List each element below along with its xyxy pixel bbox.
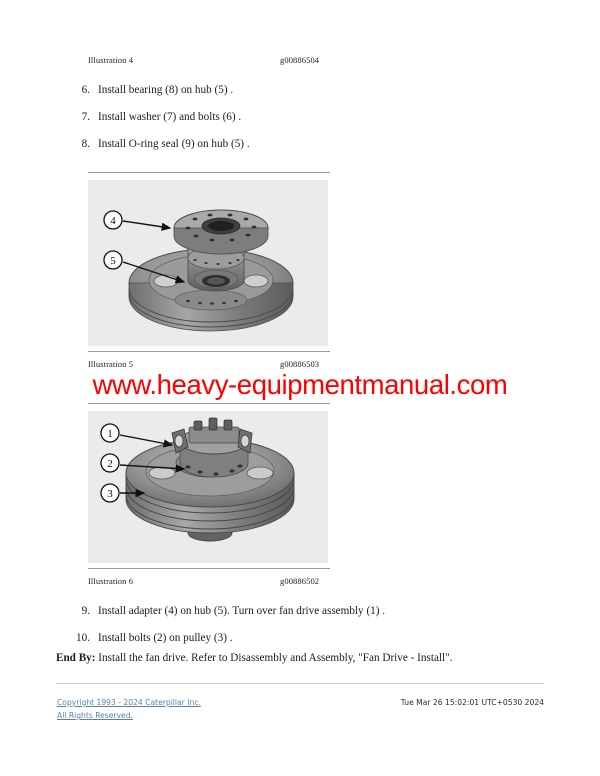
step-item	[68, 137, 528, 151]
footer-divider	[56, 683, 544, 684]
step-item	[68, 604, 528, 618]
footer-timestamp: Tue Mar 26 15:02:01 UTC+0530 2024	[400, 698, 544, 707]
svg-text:4: 4	[110, 215, 116, 227]
figure-bottom-rule	[88, 568, 330, 569]
site-watermark: www.heavy-equipmentmanual.com	[92, 369, 508, 400]
figure-caption-code: g00886503	[280, 359, 320, 369]
figure-caption-label: Illustration 4	[88, 55, 134, 65]
step-number: 6.	[81, 84, 90, 96]
step-item	[68, 110, 528, 124]
end-by-label: End By:	[56, 652, 96, 664]
figure-caption-label: Illustration 5	[88, 359, 134, 369]
figure-caption-label: Illustration 6	[88, 576, 134, 586]
step-text: Install bearing (8) on hub (5) .	[98, 84, 234, 96]
step-text: Install bolts (2) on pulley (3) .	[98, 632, 233, 644]
figure-bottom-rule	[88, 351, 330, 352]
end-by-text: Install the fan drive. Refer to Disassembly and Assembly, "Fan Drive - Install".	[95, 652, 453, 664]
figure-caption-6	[88, 576, 500, 586]
step-number: 7.	[81, 111, 90, 123]
svg-text:2: 2	[107, 458, 113, 470]
figure-fan-drive-assembly-pulley	[88, 411, 328, 563]
svg-text:3: 3	[107, 488, 113, 500]
step-item	[68, 83, 528, 97]
step-text: Install adapter (4) on hub (5). Turn over fan drive assembly (1) .	[98, 605, 386, 617]
step-number: 10.	[76, 632, 90, 644]
copyright-link[interactable]: Copyright 1993 - 2024 Caterpillar Inc.	[57, 698, 201, 707]
step-text: Install washer (7) and bolts (6) .	[98, 111, 242, 123]
rights-reserved-link[interactable]: All Rights Reserved.	[57, 711, 133, 720]
figure-top-rule	[88, 403, 330, 404]
figure-top-rule	[88, 172, 330, 173]
figure-caption-code: g00886502	[280, 576, 320, 586]
svg-text:1: 1	[107, 428, 113, 440]
end-by-line	[56, 651, 556, 665]
step-text: Install O-ring seal (9) on hub (5) .	[98, 138, 250, 150]
step-number: 8.	[81, 138, 90, 150]
step-number: 9.	[81, 605, 90, 617]
footer-copyright	[57, 696, 201, 722]
svg-text:5: 5	[110, 255, 116, 267]
figure-caption-5	[88, 359, 500, 369]
figure-caption-code: g00886504	[280, 55, 320, 65]
step-item	[68, 631, 528, 645]
figure-caption-4	[88, 55, 500, 65]
figure-fan-drive-hub-adapter	[88, 180, 328, 346]
